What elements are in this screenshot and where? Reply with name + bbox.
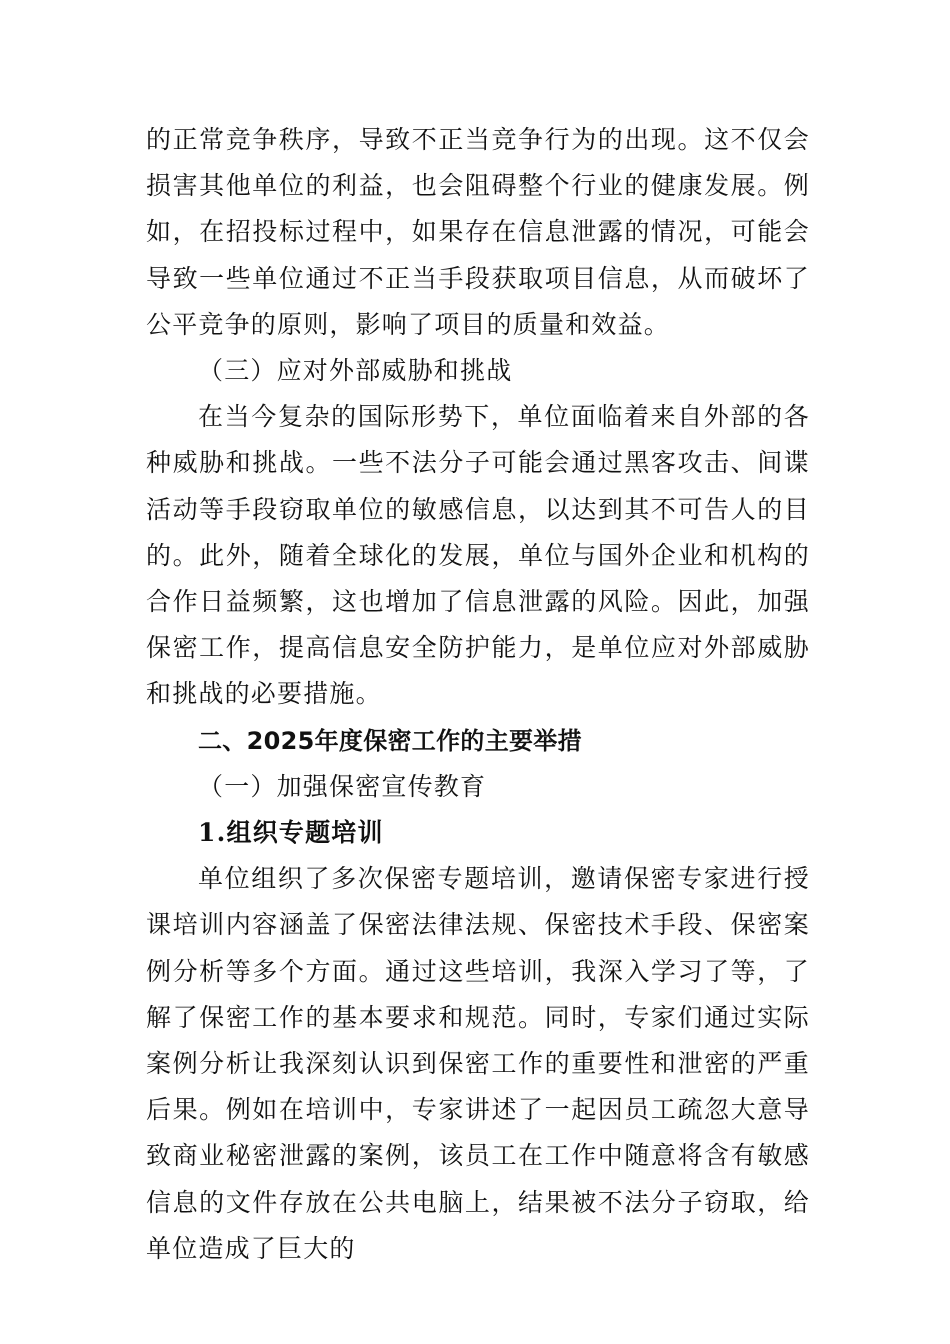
paragraph-external-threats: 在当今复杂的国际形势下，单位面临着来自外部的各种威胁和挑战。一些不法分子可能会通过黑客攻击、间谍活动等手段窃取单位的敏感信息，以达到其不可告人的目的。此外，随着全球化的发展，单位与国外企业和机构的合作日益频繁，这也增加了信息泄露的风险。因此，加强保密工作，提高信息安全防护能力，是单位应对外部威胁和挑战的必要措施。	[146, 402, 810, 709]
document-body	[146, 117, 810, 1272]
item-heading-special-training: 1.组织专题培训	[198, 818, 384, 848]
paragraph-competition-order: 的正常竞争秩序，导致不正当竞争行为的出现。这不仅会损害其他单位的利益，也会阻碍整个行业的健康发展。例如，在招投标过程中，如果存在信息泄露的情况，可能会导致一些单位通过不正当手段获取项目信息，从而破坏了公平竞争的原则，影响了项目的质量和效益。	[146, 125, 810, 339]
paragraph-special-training: 单位组织了多次保密专题培训，邀请保密专家进行授课培训内容涵盖了保密法律法规、保密技术手段、保密案例分析等多个方面。通过这些培训，我深入学习了等，了解了保密工作的基本要求和规范。同时，专家们通过实际案例分析让我深刻认识到保密工作的重要性和泄密的严重后果。例如在培训中，专家讲述了一起因员工疏忽大意导致商业秘密泄露的案例，该员工在工作中随意将含有敏感信息的文件存放在公共电脑上，结果被不法分子窃取，给单位造成了巨大的	[146, 864, 810, 1263]
section-heading-main-measures: 二、2025年度保密工作的主要举措	[198, 726, 582, 755]
subheading-external-threats: （三）应对外部威胁和挑战	[198, 356, 513, 386]
subheading-publicity-education: （一）加强保密宣传教育	[198, 771, 487, 801]
